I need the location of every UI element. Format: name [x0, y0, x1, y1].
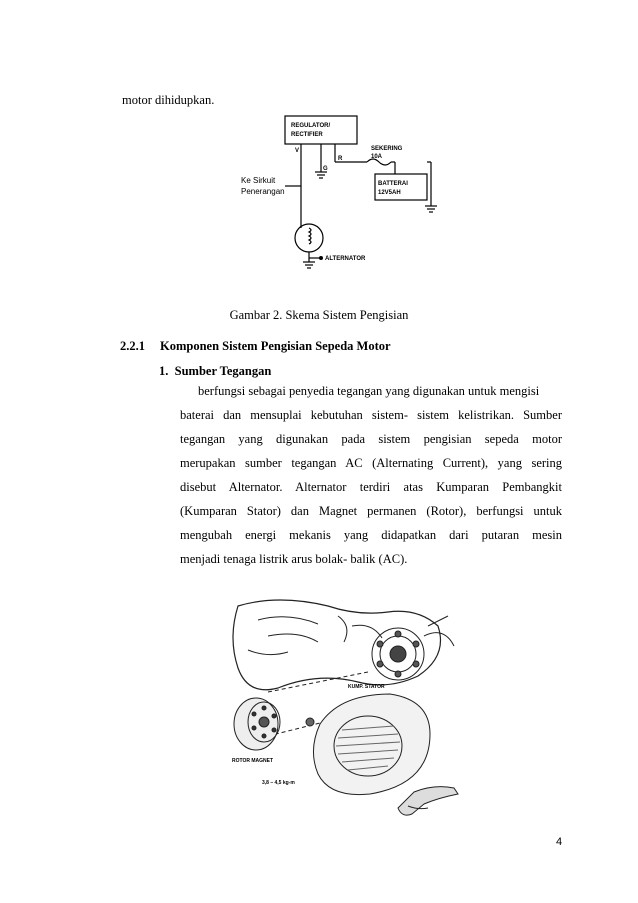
paragraph-line: baterai dan mensuplai kebutuhan sistem- sistem kelistrikan. Sumber: [180, 408, 562, 422]
rotor-label: ROTOR MAGNET: [232, 758, 274, 764]
subsection-title: Sumber Tegangan: [174, 364, 272, 378]
figure-caption: Gambar 2. Skema Sistem Pengisian: [229, 308, 409, 322]
rotor-magnet: [234, 698, 278, 750]
paragraph-line: disebut Alternator. Alternator terdiri atas Kumparan Pembangkit: [180, 480, 562, 494]
section-title: Komponen Sistem Pengisian Sepeda Motor: [160, 339, 391, 353]
paragraph-line: mengubah energi mekanis yang didapatkan dari putaran mesin: [180, 528, 562, 542]
wire-v-label: V: [295, 148, 300, 154]
paragraph-line: (Kumparan Stator) dan Magnet permanen (Rotor), berfungsi untuk: [180, 504, 562, 518]
torque-label: 3,8 – 4,5 kg-m: [262, 780, 295, 786]
regulator-label-1: REGULATOR/: [291, 123, 331, 129]
ke-sirkuit-label-2: Penerangan: [241, 187, 285, 196]
paragraph-line: berfungsi sebagai penyedia tegangan yang digunakan untuk mengisi: [198, 384, 540, 398]
subsection-heading: [159, 364, 271, 379]
wire-g-label: G: [323, 166, 328, 172]
battery-box: [375, 174, 427, 200]
wire-r-label: R: [338, 156, 343, 162]
lead-text: motor dihidupkan.: [122, 93, 215, 107]
regulator-box: [285, 116, 357, 144]
section-heading: [120, 339, 391, 354]
regulator-label-2: RECTIFIER: [291, 132, 323, 138]
sekering-label-2: 10A: [371, 154, 383, 160]
ke-sirkuit-label-1: Ke Sirkuit: [241, 176, 276, 185]
battery-label-1: BATTERAI: [378, 181, 408, 187]
sekering-label-1: SEKERING: [371, 146, 403, 152]
battery-label-2: 12V5AH: [378, 190, 401, 196]
alternator-exploded-illustration: [228, 596, 464, 832]
stator-label: KUMP. STATOR: [348, 684, 385, 690]
section-number: 2.2.1: [120, 339, 145, 353]
alternator-cover: [313, 694, 430, 795]
alternator-label: ALTERNATOR: [325, 256, 366, 262]
paragraph-line: menjadi tenaga listrik arus bolak- balik (AC).: [180, 552, 408, 566]
paragraph-line: merupakan sumber tegangan AC (Alternating Current), yang sering: [180, 456, 562, 470]
paragraph-line: tegangan yang digunakan pada sistem pengisian sepeda motor: [180, 432, 562, 446]
charging-schematic: [235, 110, 455, 292]
subsection-number: 1.: [159, 364, 169, 378]
body-paragraph: [180, 384, 562, 574]
page-number: 4: [556, 836, 563, 848]
